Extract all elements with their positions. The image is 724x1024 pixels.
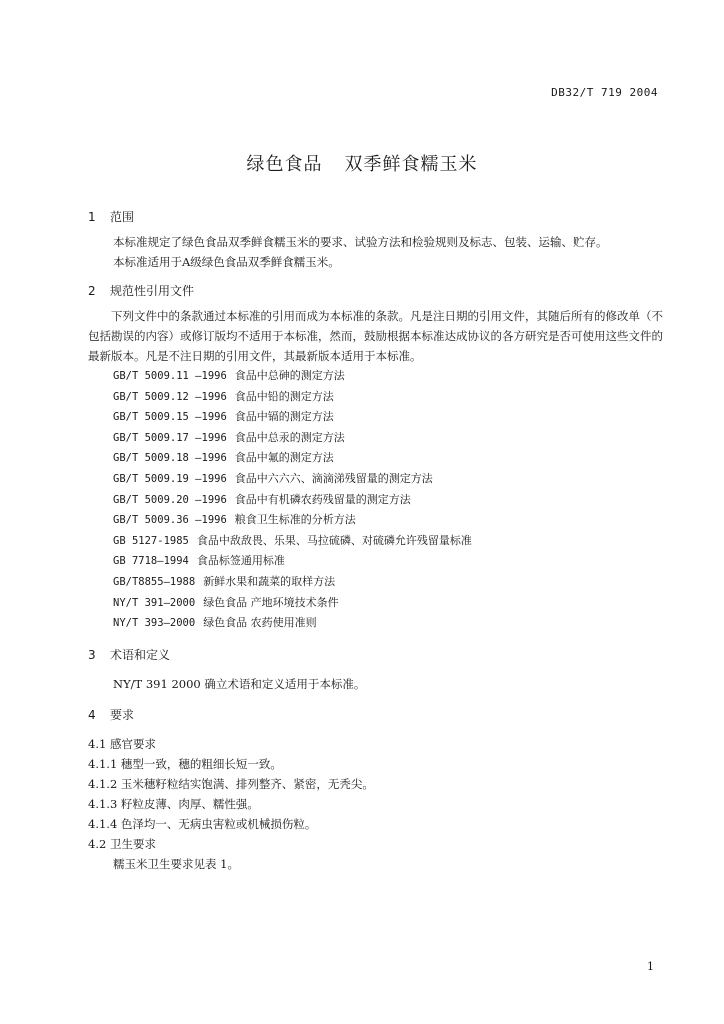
page-number: 1 <box>647 960 654 973</box>
requirement-item: 4.1.4 色泽均一、无病虫害粒或机械损伤粒。 <box>88 816 317 831</box>
section-2-paragraph: 下列文件中的条款通过本标准的引用而成为本标准的条款。凡是注日期的引用文件，其随后所有的修改单（不包括勘误的内容）或修订版均不适用于本标准，然而，鼓励根据本标准达成协议的各方研究是否可使用这些文件的最新版本。凡是不注日期的引用文件，其最新版本适用于本标准。 <box>88 309 663 363</box>
reference-item: GB/T 5009.19 —1996 食品中六六六、滴滴涕残留量的测定方法 <box>113 471 433 485</box>
reference-item: GB/T 5009.18 —1996 食品中氟的测定方法 <box>113 451 334 465</box>
reference-item: GB 7718—1994 食品标签通用标准 <box>113 554 285 568</box>
section-1-heading: 1 范围 <box>88 210 135 224</box>
reference-item: GB/T 5009.11 —1996 食品中总砷的测定方法 <box>113 369 345 382</box>
reference-item: GB/T 5009.15 —1996 食品中镉的测定方法 <box>113 410 334 424</box>
reference-item: NY/T 391—2000 绿色食品 产地环境技术条件 <box>113 595 339 609</box>
reference-item: NY/T 393—2000 绿色食品 农药使用准则 <box>113 616 317 630</box>
reference-item: GB/T 5009.17 —1996 食品中总汞的测定方法 <box>113 430 345 444</box>
document-title <box>0 150 724 176</box>
section-4-heading: 4 要求 <box>88 707 135 722</box>
section-3-line: NY/T 391 2000 确立术语和定义适用于本标准。 <box>113 676 366 691</box>
requirement-item: 4.1.3 籽粒皮薄、肉厚、糯性强。 <box>88 796 259 811</box>
reference-item: GB/T 5009.12 —1996 食品中铅的测定方法 <box>113 389 334 403</box>
standard-code: DB32/T 719 2004 <box>551 86 658 99</box>
subsection-4-1-heading: 4.1 感官要求 <box>88 736 156 751</box>
subsection-4-2-heading: 4.2 卫生要求 <box>88 836 156 851</box>
title-part-2: 双季鲜食糯玉米 <box>344 154 478 175</box>
document-body <box>88 200 668 874</box>
section-2-heading: 2 规范性引用文件 <box>88 284 195 298</box>
subsection-4-2-line: 糯玉米卫生要求见表 1。 <box>113 856 239 871</box>
reference-list <box>88 366 668 634</box>
title-part-1: 绿色食品 <box>246 154 323 175</box>
reference-item: GB 5127-1985 食品中敌敌畏、乐果、马拉硫磷、对硫磷允许残留量标准 <box>113 533 472 547</box>
reference-item: GB/T8855—1988 新鲜水果和蔬菜的取样方法 <box>113 574 336 588</box>
section-3-heading: 3 术语和定义 <box>88 647 171 662</box>
requirement-item: 4.1.2 玉米穗籽粒结实饱满、排列整齐、紧密，无秃尖。 <box>88 776 374 791</box>
requirement-item: 4.1.1 穗型一致，穗的粗细长短一致。 <box>88 756 282 771</box>
section-1-line-1: 本标准规定了绿色食品双季鲜食糯玉米的要求、试验方法和检验规则及标志、包装、运输、贮存。 <box>113 235 608 249</box>
reference-item: GB/T 5009.36 —1996 粮食卫生标准的分析方法 <box>113 513 356 527</box>
section-1-line-2: 本标准适用于A级绿色食品双季鲜食糯玉米。 <box>113 255 340 269</box>
reference-item: GB/T 5009.20 —1996 食品中有机磷农药残留量的测定方法 <box>113 492 411 506</box>
